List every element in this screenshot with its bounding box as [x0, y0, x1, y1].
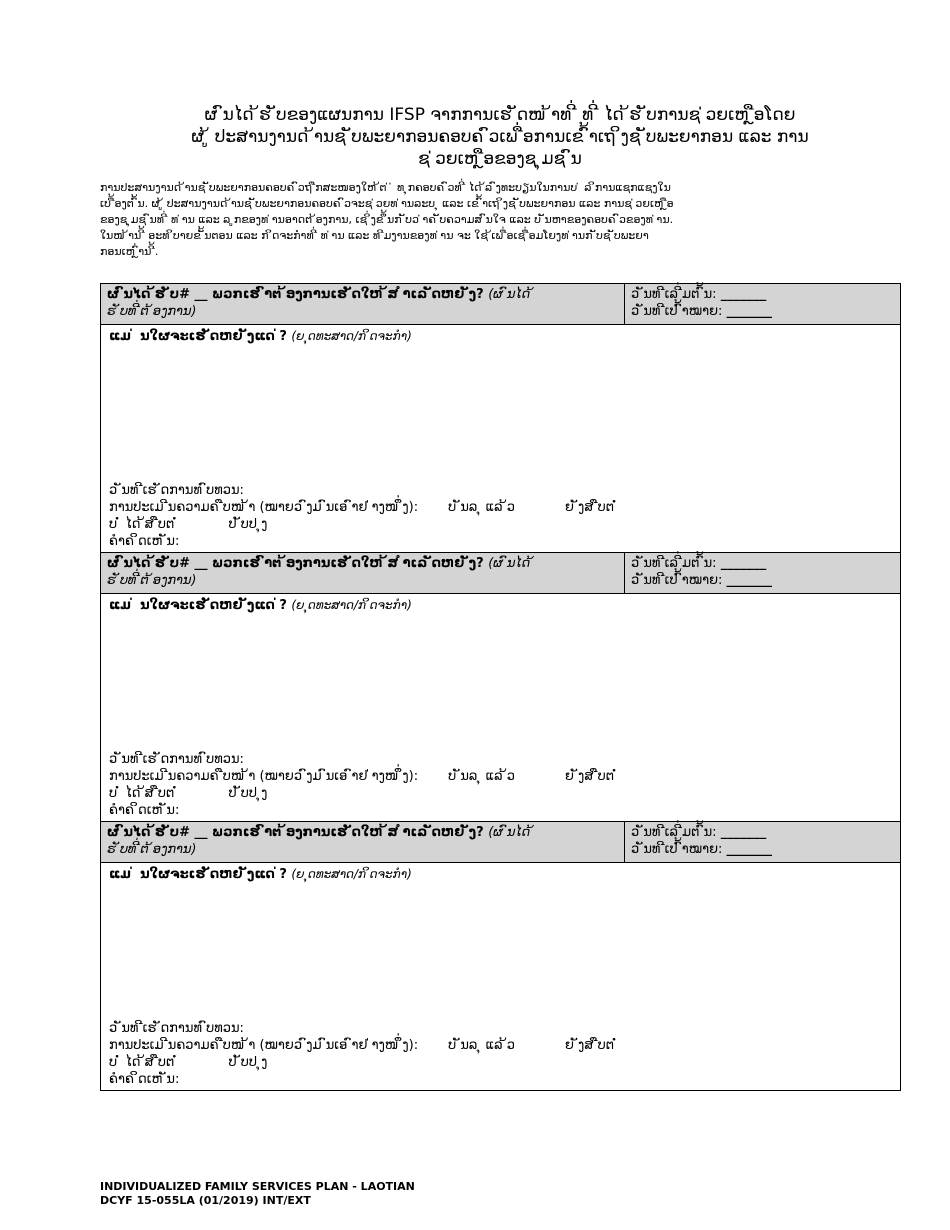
- outcome-section: [101, 552, 900, 821]
- outcome-header-row: [101, 822, 900, 863]
- option-discontinue[interactable]: ບ ໍ່ ໄດ ້ສ ືບຕ ໍ່: [109, 786, 179, 801]
- intro-paragraph: [100, 180, 900, 260]
- option-modify[interactable]: ປ ັບປ ຸງ: [228, 1055, 268, 1070]
- start-date-field[interactable]: _______: [720, 825, 767, 840]
- progress-rating: ການປະເມ ີນຄວາມຄ ືບໜ ້າ (ໝາຍວ ົງມ ົນເອ ົາຢ ່າງໜ ຶ່ງ): ບ ັນລ ຸ ແລ ້ວ ຍ ັງສ ືບຕ ໍ່: [109, 1038, 619, 1053]
- progress-rating-row2: [109, 1054, 892, 1071]
- outcome-question: ຜ ົນໄດ ້ຮ ັບ# __ ພວກເຮ ົາຕ ້ອງການເຮ ັດໃຫ ້ສ ໍາເລ ັດຫຍ ັງ?: [107, 287, 484, 302]
- progress-rating: ການປະເມ ີນຄວາມຄ ືບໜ ້າ (ໝາຍວ ົງມ ົນເອ ົາຢ ່າງໜ ຶ່ງ): ບ ັນລ ຸ ແລ ້ວ ຍ ັງສ ືບຕ ໍ່: [109, 769, 619, 784]
- target-date-field[interactable]: _______: [726, 304, 773, 319]
- intro-line: ໃນໜ ້ານ ີ້ ອະທ ິບາຍຂ ັ້ນຕອນ ແລະ ກ ິດຈະກໍາທ ີ່ ທ ່ານ ແລະ ທ ີມງານຂອງທ ່ານ ຈະ ໃຊ ້ເພ ື່ອເຊ ື່ອມໂຍງທ ່ານກ ັບຊ ັບພະຍາ: [100, 229, 649, 242]
- target-date-label: ວ ັນທ ີເປ ົ້າໝາຍ:: [631, 573, 723, 588]
- outcome-dates-cell: [625, 284, 900, 324]
- target-date-field[interactable]: _______: [726, 842, 773, 857]
- outcome-question: ຜ ົນໄດ ້ຮ ັບ# __ ພວກເຮ ົາຕ ້ອງການເຮ ັດໃຫ ້ສ ໍາເລ ັດຫຍ ັງ?: [107, 825, 484, 840]
- outcome-header-row: [101, 553, 900, 594]
- intro-line: ຂອງຊ ຸມຊ ົນທ ີ່ ທ ່ານ ແລະ ລ ູກຂອງທ ່ານອາດຕ ້ອງການ, ເຊ ິ່ງຂ ຶ້ນກ ັບວ ່າຄ ັບຄວາມສ ົນໃຈ ແລະ ບ ັນຫາຂອງຄອບຄ ົວຂອງທ ່ານ.: [100, 213, 674, 226]
- title-line: ຊ ່ວຍເຫ ຼືອຂອງຊ ຸມຊ ົນ: [418, 149, 582, 169]
- footer-form-title: INDIVIDUALIZED FAMILY SERVICES PLAN - LAOTIAN: [100, 1180, 415, 1193]
- outcome-section: [101, 284, 900, 552]
- outcome-dates-cell: [625, 553, 900, 593]
- start-date-label: ວ ັນທ ີເລ ີ່ມຕ ົ້ນ:: [631, 556, 717, 571]
- review-date-label[interactable]: ວ ັນທ ີເຮ ັດການທ ົບທວນ:: [109, 483, 244, 498]
- strategies-question: ແມ ່ ນໃຜຈະເຮ ັດຫຍ ັງແດ ່? (ຍ ຸດທະສາດ/ກ ິດຈະກໍາ): [109, 329, 412, 344]
- outcome-question-note: (ຜ ົນໄດ ້: [488, 556, 535, 571]
- target-date-label: ວ ັນທ ີເປ ົ້າໝາຍ:: [631, 842, 723, 857]
- option-discontinue[interactable]: ບ ໍ່ ໄດ ້ສ ືບຕ ໍ່: [109, 517, 179, 532]
- review-date-label[interactable]: ວ ັນທ ີເຮ ັດການທ ົບທວນ:: [109, 1021, 244, 1036]
- option-achieved[interactable]: ບ ັນລ ຸ ແລ ້ວ: [448, 500, 515, 515]
- title-line: ຜ ົນໄດ ້ຮ ັບຂອງແຜນການ IFSP ຈາກການເຮ ັດໜ ້າທ ີ່ ທ ີ່ ໄດ ້ຮ ັບການຊ ່ວຍເຫ ຼືອໂດຍ: [204, 105, 796, 125]
- outcome-section: [101, 821, 900, 1090]
- option-achieved[interactable]: ບ ັນລ ຸ ແລ ້ວ: [448, 769, 515, 784]
- form-footer: [100, 1180, 415, 1208]
- start-date-field[interactable]: _______: [720, 556, 767, 571]
- progress-rating-row2: [109, 785, 892, 802]
- comments-label[interactable]: ຄໍາຄ ິດເຫ ັນ:: [109, 1072, 180, 1087]
- outcome-question: ຜ ົນໄດ ້ຮ ັບ# __ ພວກເຮ ົາຕ ້ອງການເຮ ັດໃຫ ້ສ ໍາເລ ັດຫຍ ັງ?: [107, 556, 484, 571]
- outcomes-form-table: [100, 283, 901, 1091]
- target-date-field[interactable]: _______: [726, 573, 773, 588]
- outcome-question-cell[interactable]: [101, 284, 625, 324]
- option-continue[interactable]: ຍ ັງສ ືບຕ ໍ່: [564, 1038, 619, 1053]
- start-date-field[interactable]: _______: [720, 287, 767, 302]
- outcome-question-cell[interactable]: [101, 822, 625, 862]
- option-continue[interactable]: ຍ ັງສ ືບຕ ໍ່: [564, 769, 619, 784]
- intro-line: ການປະສານງານດ ້ານຊ ັບພະຍາກອນຄອບຄ ົວຖ ືກສະໜອງໃຫ ້ຕ ່ ່ ທ ຸກຄອບຄ ົວທ ີ່ ໄດ ້ລ ົງທະບຽນໃນການບ ່ ລ ິການແຊກແຊງໃນ: [100, 181, 671, 194]
- comments-label[interactable]: ຄໍາຄ ິດເຫ ັນ:: [109, 534, 180, 549]
- review-block: [109, 482, 892, 550]
- outcome-header-row: [101, 284, 900, 325]
- progress-rating-row2: [109, 516, 892, 533]
- strategies-cell[interactable]: [101, 594, 900, 821]
- outcome-question-note: ຮ ັບທ ີ່ຕ ້ອງການ): [107, 842, 197, 857]
- strategies-question: ແມ ່ ນໃຜຈະເຮ ັດຫຍ ັງແດ ່? (ຍ ຸດທະສາດ/ກ ິດຈະກໍາ): [109, 867, 412, 882]
- strategies-cell[interactable]: [101, 863, 900, 1090]
- intro-line: ກອນເຫ ຼົ່ານ ີ້.: [100, 245, 159, 258]
- outcome-question-cell[interactable]: [101, 553, 625, 593]
- intro-line: ເບ ື້ອງຕ ົ້ນ. ຜ ູ້ ປະສານງານດ ້ານຊ ັບພະຍາກອນຄອບຄ ົວຈະຊ ່ວຍທ ່ານລະບ ຸ ແລະ ເຂ ົ້າເຖ ິງຊ ັບພະຍາກອນ ແລະ ການຊ ່ວຍເຫ ຼືອ: [100, 197, 674, 210]
- outcome-question-note: (ຜ ົນໄດ ້: [488, 287, 535, 302]
- strategies-question: ແມ ່ ນໃຜຈະເຮ ັດຫຍ ັງແດ ່? (ຍ ຸດທະສາດ/ກ ິດຈະກໍາ): [109, 598, 412, 613]
- document-title: [100, 104, 900, 170]
- start-date-label: ວ ັນທ ີເລ ີ່ມຕ ົ້ນ:: [631, 287, 717, 302]
- option-discontinue[interactable]: ບ ໍ່ ໄດ ້ສ ືບຕ ໍ່: [109, 1055, 179, 1070]
- progress-rating: ການປະເມ ີນຄວາມຄ ືບໜ ້າ (ໝາຍວ ົງມ ົນເອ ົາຢ ່າງໜ ຶ່ງ): ບ ັນລ ຸ ແລ ້ວ ຍ ັງສ ືບຕ ໍ່: [109, 500, 619, 515]
- title-line: ຜ ູ້ ປະສານງານດ ້ານຊ ັບພະຍາກອນຄອບຄ ົວເພ ື່ອການເຂ ົ້າເຖ ິງຊ ັບພະຍາກອນ ແລະ ການ: [191, 127, 809, 147]
- option-achieved[interactable]: ບ ັນລ ຸ ແລ ້ວ: [448, 1038, 515, 1053]
- review-block: [109, 751, 892, 819]
- outcome-question-note: ຮ ັບທ ີ່ຕ ້ອງການ): [107, 573, 197, 588]
- comments-label[interactable]: ຄໍາຄ ິດເຫ ັນ:: [109, 803, 180, 818]
- outcome-question-note: ຮ ັບທ ີ່ຕ ້ອງການ): [107, 304, 197, 319]
- review-block: [109, 1020, 892, 1088]
- footer-form-number: DCYF 15-055LA (01/2019) INT/EXT: [100, 1194, 311, 1207]
- option-modify[interactable]: ປ ັບປ ຸງ: [228, 517, 268, 532]
- outcome-question-note: (ຜ ົນໄດ ້: [488, 825, 535, 840]
- option-continue[interactable]: ຍ ັງສ ືບຕ ໍ່: [564, 500, 619, 515]
- start-date-label: ວ ັນທ ີເລ ີ່ມຕ ົ້ນ:: [631, 825, 717, 840]
- target-date-label: ວ ັນທ ີເປ ົ້າໝາຍ:: [631, 304, 723, 319]
- strategies-cell[interactable]: [101, 325, 900, 552]
- option-modify[interactable]: ປ ັບປ ຸງ: [228, 786, 268, 801]
- review-date-label[interactable]: ວ ັນທ ີເຮ ັດການທ ົບທວນ:: [109, 752, 244, 767]
- outcome-dates-cell: [625, 822, 900, 862]
